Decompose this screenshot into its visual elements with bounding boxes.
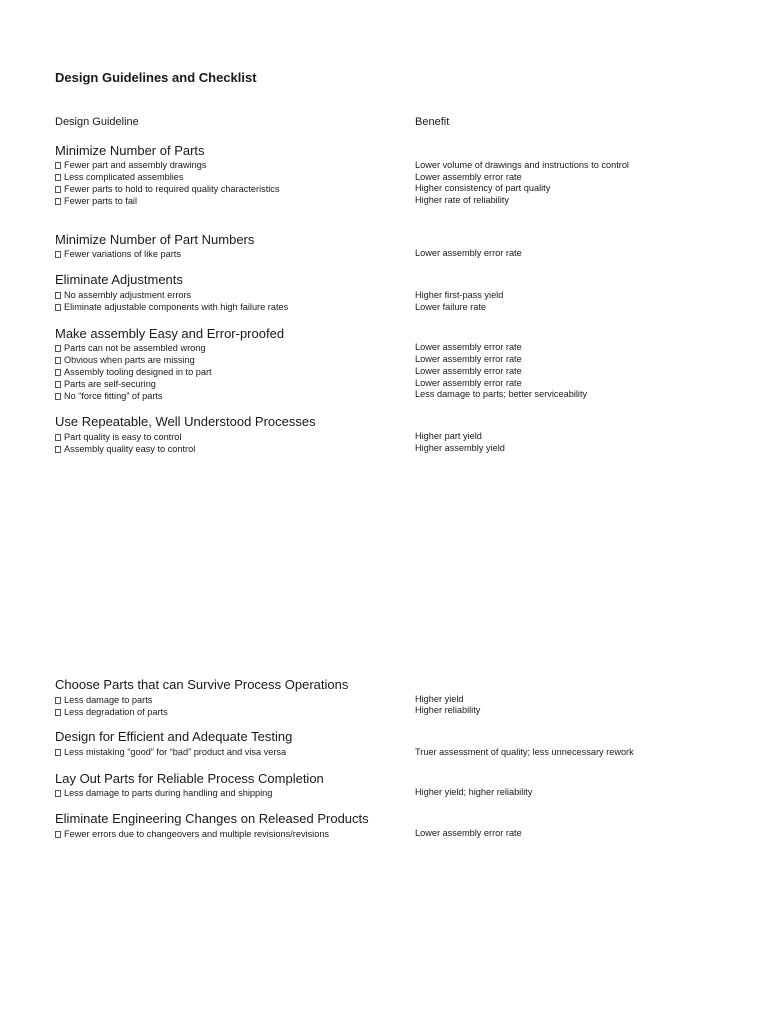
checkbox-icon: [55, 292, 61, 299]
checkbox-icon: [55, 304, 61, 311]
section-title-easy-error-proofed: Make assembly Easy and Error-proofed: [55, 326, 285, 341]
benefit-text: Higher part yield: [415, 431, 482, 441]
benefit-text: Lower assembly error rate: [415, 354, 522, 364]
benefit-text: Higher reliability: [415, 705, 481, 715]
benefit-text: Higher rate of reliability: [415, 195, 509, 205]
checklist-item: Parts can not be assembled wrong: [55, 342, 205, 354]
checklist-item: Fewer errors due to changeovers and multiple revisions/revisions: [55, 828, 329, 840]
checkbox-icon: [55, 709, 61, 716]
checklist-item: Fewer parts to fail: [55, 195, 137, 207]
benefit-text: Lower assembly error rate: [415, 828, 522, 838]
checklist-item: Less damage to parts: [55, 694, 152, 706]
checkbox-icon: [55, 162, 61, 169]
checklist-item: Eliminate adjustable components with high failure rates: [55, 301, 288, 313]
checkbox-icon: [55, 186, 61, 193]
benefit-text: Higher assembly yield: [415, 443, 505, 453]
checklist-item: No assembly adjustment errors: [55, 289, 191, 301]
benefit-text: Lower assembly error rate: [415, 248, 522, 258]
checkbox-icon: [55, 697, 61, 704]
checkbox-icon: [55, 345, 61, 352]
checkbox-icon: [55, 174, 61, 181]
checkbox-icon: [55, 198, 61, 205]
checklist-item: Obvious when parts are missing: [55, 354, 195, 366]
checklist-item: Fewer parts to hold to required quality characteristics: [55, 183, 280, 195]
benefit-text: Lower volume of drawings and instructions to control: [415, 160, 629, 170]
section-title-minimize-parts: Minimize Number of Parts: [55, 143, 205, 158]
page-title: Design Guidelines and Checklist: [55, 70, 257, 85]
checkbox-icon: [55, 251, 61, 258]
checkbox-icon: [55, 393, 61, 400]
checklist-item: Assembly tooling designed in to part: [55, 366, 212, 378]
checklist-item: Part quality is easy to control: [55, 431, 181, 443]
benefit-text: Less damage to parts; better serviceability: [415, 389, 588, 399]
checkbox-icon: [55, 790, 61, 797]
section-title-process-completion: Lay Out Parts for Reliable Process Completion: [55, 771, 324, 786]
section-title-repeatable-processes: Use Repeatable, Well Understood Processes: [55, 414, 316, 429]
checkbox-icon: [55, 434, 61, 441]
checklist-item: Less damage to parts during handling and shipping: [55, 787, 272, 799]
checklist-item: No “force fitting” of parts: [55, 390, 163, 402]
benefit-text: Higher yield; higher reliability: [415, 787, 533, 797]
section-title-minimize-part-numbers: Minimize Number of Part Numbers: [55, 232, 255, 247]
benefit-text: Higher yield: [415, 694, 464, 704]
section-title-engineering-changes: Eliminate Engineering Changes on Released Products: [55, 811, 369, 826]
benefit-text: Lower assembly error rate: [415, 366, 522, 376]
section-title-survive-process: Choose Parts that can Survive Process Operations: [55, 677, 349, 692]
section-title-testing: Design for Efficient and Adequate Testing: [55, 729, 293, 744]
benefit-text: Lower assembly error rate: [415, 378, 522, 388]
checklist-item: Less degradation of parts: [55, 706, 168, 718]
checkbox-icon: [55, 381, 61, 388]
checklist-item: Assembly quality easy to control: [55, 443, 195, 455]
benefit-text: Lower assembly error rate: [415, 342, 522, 352]
checklist-item: Parts are self-securing: [55, 378, 156, 390]
checklist-item: Less complicated assemblies: [55, 171, 184, 183]
benefit-text: Lower failure rate: [415, 302, 486, 312]
checkbox-icon: [55, 446, 61, 453]
checkbox-icon: [55, 831, 61, 838]
benefit-text: Higher first-pass yield: [415, 290, 504, 300]
column-header-benefit: Benefit: [415, 116, 450, 128]
checkbox-icon: [55, 357, 61, 364]
column-header-guideline: Design Guideline: [55, 116, 139, 128]
benefit-text: Truer assessment of quality; less unnecessary rework: [415, 747, 634, 757]
section-title-eliminate-adjustments: Eliminate Adjustments: [55, 272, 183, 287]
checklist-item: Fewer part and assembly drawings: [55, 159, 206, 171]
checklist-item: Less mistaking “good” for “bad” product and visa versa: [55, 746, 286, 758]
benefit-text: Lower assembly error rate: [415, 172, 522, 182]
checkbox-icon: [55, 749, 61, 756]
benefit-text: Higher consistency of part quality: [415, 183, 551, 193]
checklist-item: Fewer variations of like parts: [55, 248, 181, 260]
checkbox-icon: [55, 369, 61, 376]
